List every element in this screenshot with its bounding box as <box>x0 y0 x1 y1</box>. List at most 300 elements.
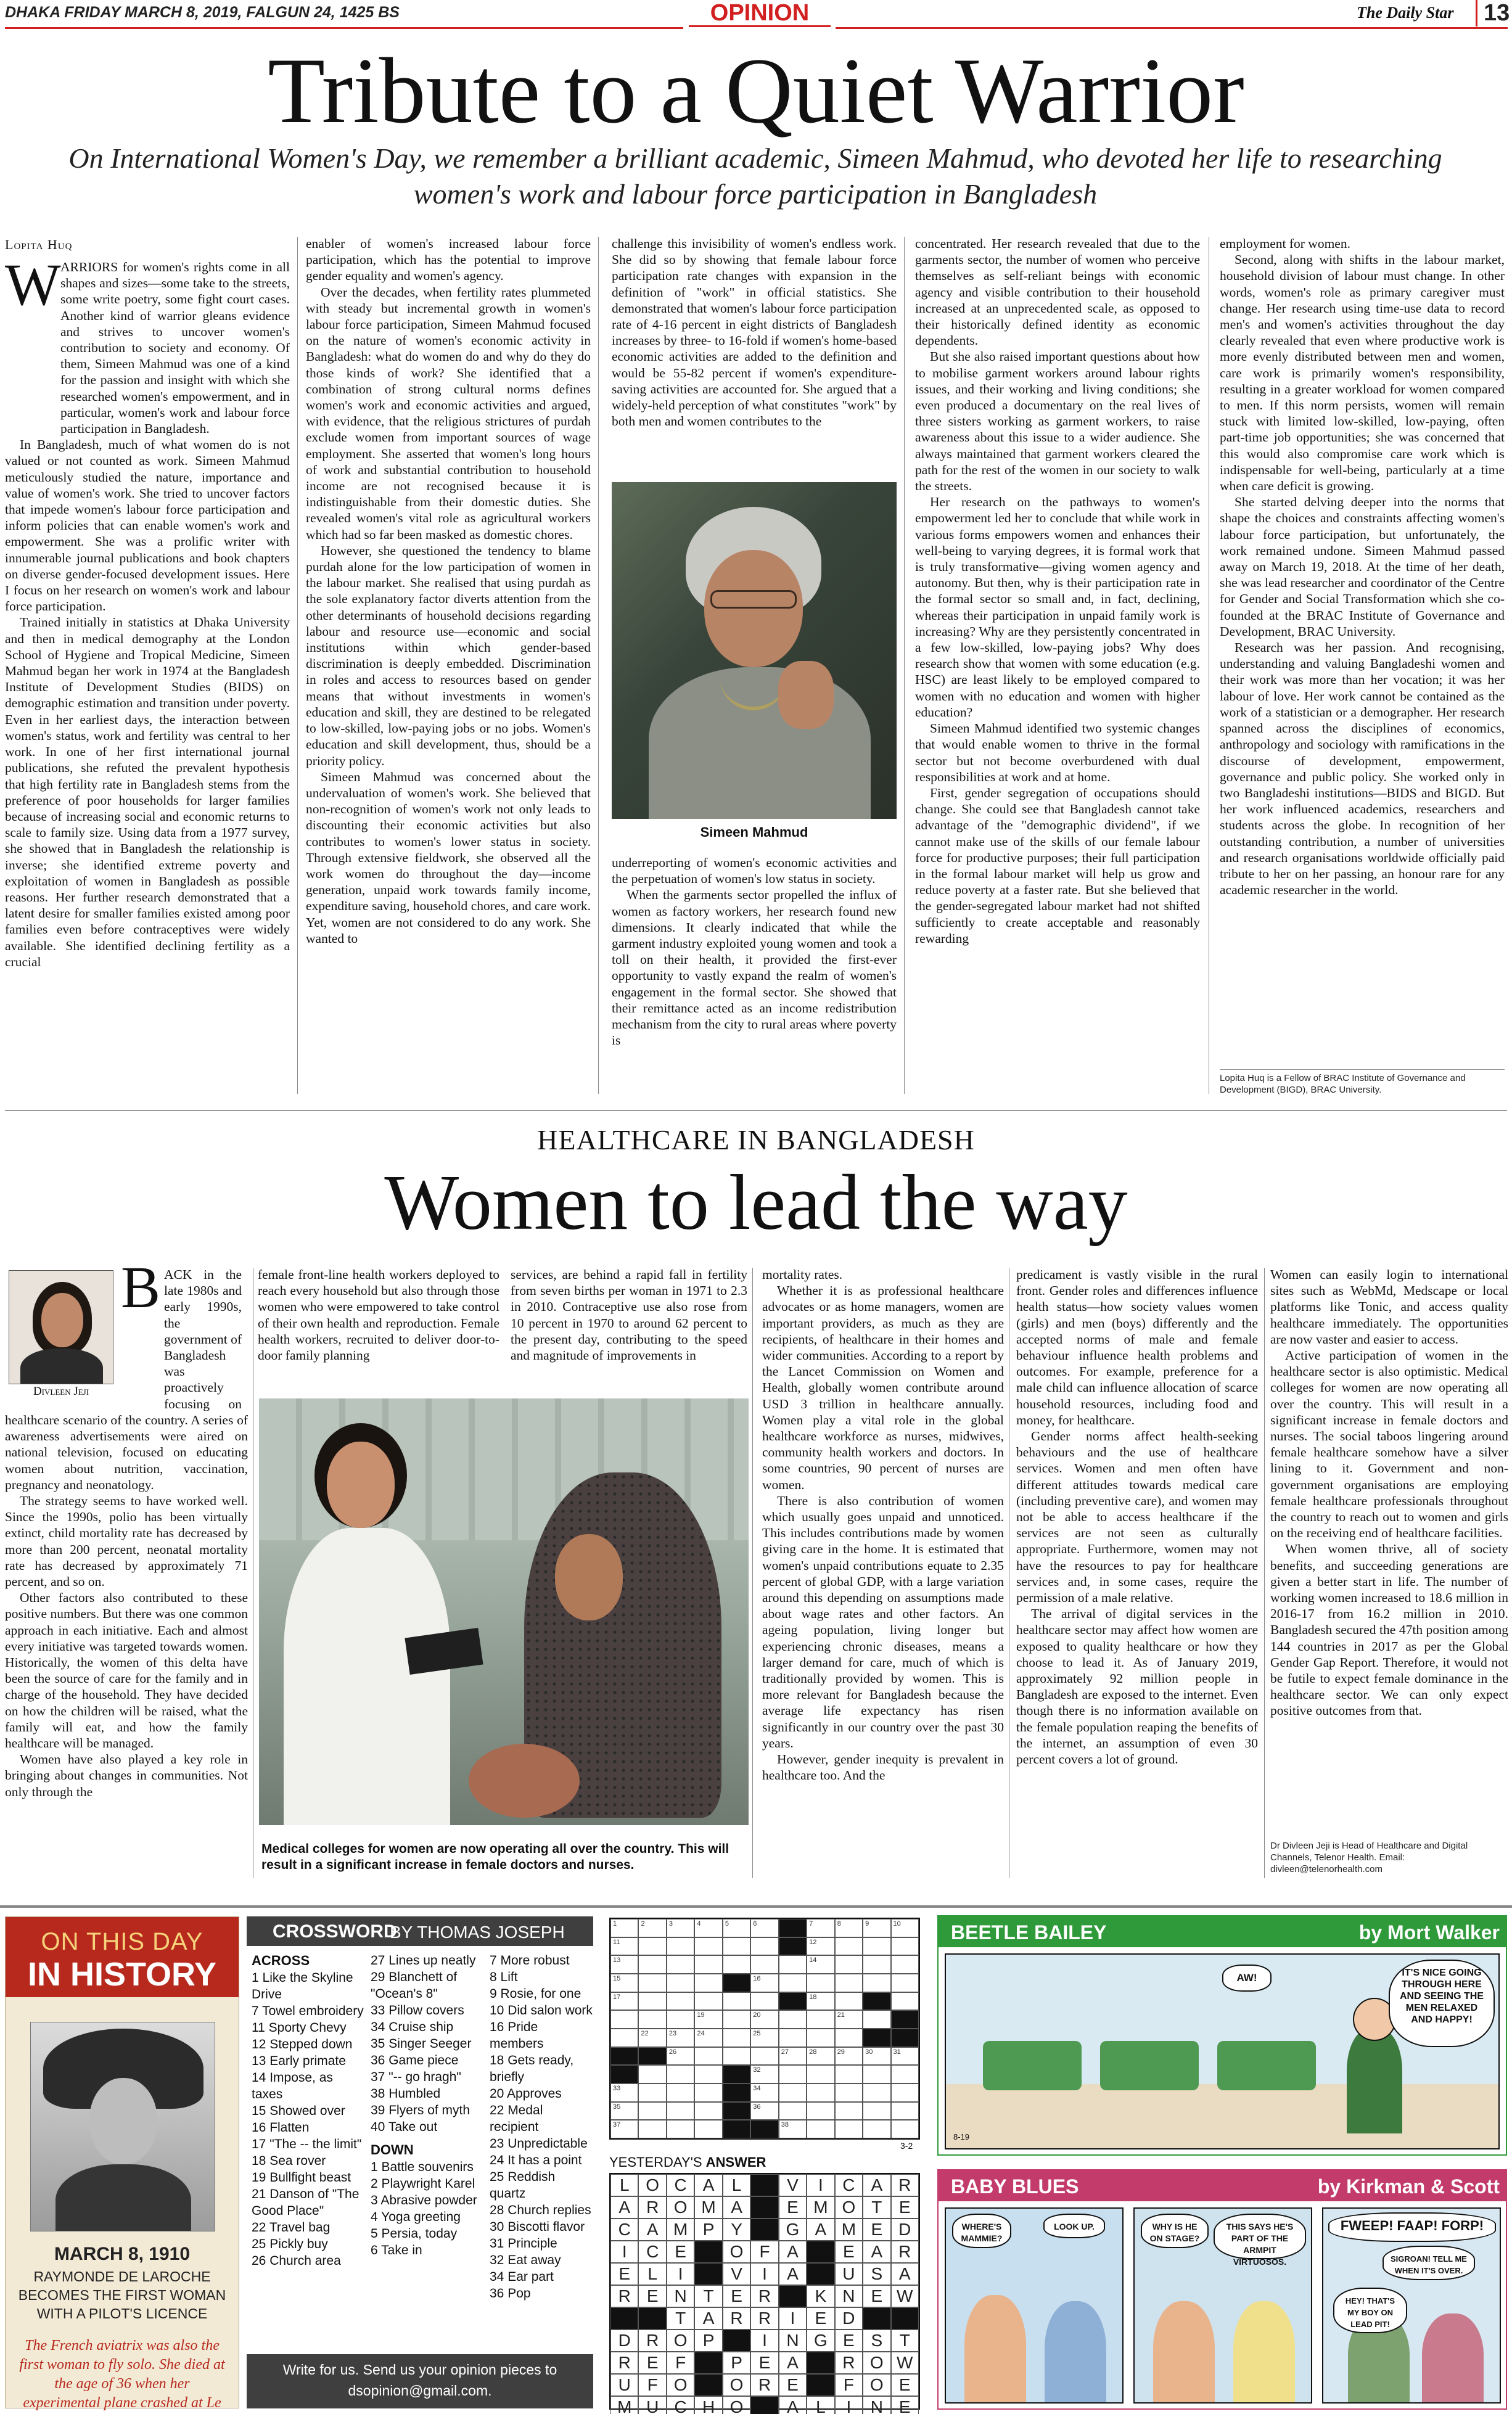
article2-col1-p4: Women have also played a key role in bringing about changes in communities. Not only through the <box>5 1752 248 1799</box>
clue-list-col1 <box>252 1969 366 2269</box>
clue-item: 32 Eat away <box>490 2253 561 2267</box>
masthead-rule-right <box>836 27 1508 29</box>
clue-item: 23 Unpredictable <box>490 2137 588 2151</box>
answer-cell: D <box>835 2307 863 2330</box>
answer-cell: F <box>750 2241 778 2263</box>
answer-cell: A <box>694 2174 722 2196</box>
crossword-cell <box>779 1937 807 1956</box>
answer-cell <box>750 2396 778 2414</box>
answer-cell: R <box>750 2307 778 2330</box>
article2-col5-p3: The arrival of digital services in the healthcare sector may affect how women are exposed to quality healthcare or how they choose to lead it. As of January 2019, approximately 92 million people in Bangladesh are exposed to the internet. Even though there is no information available on the female population reaping the benefits of the internet, an assumption of even 30 percent covers a lot of ground. <box>1016 1606 1258 1767</box>
article2-col2-p1: female front-line health workers deployed to reach every household but also through those women who were empowered to take control of their own health and reproduction. Female health workers, recruited to deliver door-to-door family planning <box>258 1267 499 1363</box>
crossword-cell[interactable] <box>863 2120 890 2138</box>
clue-item: 27 Lines up neatly <box>371 1953 476 1968</box>
answer-cell <box>638 2307 666 2330</box>
crossword-cell[interactable]: 23 <box>667 2029 694 2047</box>
history-date: MARCH 8, 1910 <box>54 2244 191 2264</box>
article1-col5 <box>1220 236 1505 1056</box>
clue-item: 4 Yoga greeting <box>371 2210 461 2224</box>
answer-cell <box>694 2352 722 2374</box>
crossword-cell[interactable] <box>835 1974 863 1992</box>
crossword-cell <box>723 2084 750 2102</box>
baby-blues-strip <box>937 2169 1507 2410</box>
crossword-cell[interactable] <box>835 2065 863 2084</box>
article1-col1-p3: Trained initially in statistics at Dhaka University and then in medical demography at the London School of Hygiene and Tropical Medicine, Simeen Mahmud began her work in 1974 at the Bangladesh Institute of Development Studies (BIDS) on demographic estimation and transition under poverty. Even in her earliest days, the interaction between women's status, work and fertility was central to her work. In one of her first international journal publications, she refuted the prevalent hypothesis that high fertility rate in Bangladesh stems from the preference of poor households for larger families because of increasing social and economic returns to scale to family size. Using data from a 1977 survey, she showed that in Bangladesh the relationship is inverse; she identified extreme poverty and exploitation of women in Bangladesh as possible reasons. Her further research demonstrated that a latent desire for smaller families existed among poor families even before contraceptives were widely available. She identified declining fertility as a crucial <box>5 615 290 969</box>
article2-kicker: HEALTHCARE IN BANGLADESH <box>537 1124 975 1156</box>
answer-cell: F <box>667 2352 694 2374</box>
answer-cell <box>750 2219 778 2241</box>
clue-item: 25 Reddish quartz <box>490 2170 556 2201</box>
yesterday-answer-label <box>609 2154 766 2170</box>
crossword-cell[interactable] <box>667 2084 694 2102</box>
crossword-cell[interactable] <box>723 2010 750 2029</box>
crossword-cell[interactable]: 34 <box>750 2084 778 2102</box>
crossword-cell[interactable] <box>835 2120 863 2138</box>
page-number: 13 <box>1476 0 1510 27</box>
crossword-cell[interactable]: 1 <box>610 1919 638 1937</box>
article1-col1-p2: In Bangladesh, much of what women do is not valued or not counted as work. Simeen Mahmud meticulously studied the nature, importance and value of women's work. She tried to uncover factors that impede women's labour force participation and inform policies that can enable women's work and empowerment. She was a prolific writer with innumerable journal publications and book chapters on diverse gender-focused development issues. Here I focus on her research on women's work and labour force participation. <box>5 437 290 614</box>
crossword-cell[interactable] <box>638 1992 666 2011</box>
article1-subhead: On International Women's Day, we remember a brilliant academic, Simeen Mahmud, who devoted her life to researching women's work and labour force participation in Bangladesh <box>68 142 1442 210</box>
crossword-cell[interactable]: 29 <box>835 2047 863 2066</box>
clue-item: 7 More robust <box>490 1953 570 1968</box>
article1-col1 <box>5 259 290 1098</box>
answer-cell: C <box>667 2174 694 2196</box>
paper-name: The Daily Star <box>1357 4 1454 22</box>
hospital-photo <box>259 1398 749 1825</box>
crossword-cell[interactable] <box>779 2065 807 2084</box>
crossword-cell[interactable] <box>891 1974 919 1992</box>
answer-cell: I <box>667 2263 694 2285</box>
crossword-cell[interactable] <box>694 1937 722 1956</box>
crossword-cell[interactable] <box>694 2102 722 2120</box>
answer-cell: R <box>610 2285 638 2307</box>
crossword-cell[interactable] <box>610 2010 638 2029</box>
crossword-cell[interactable] <box>835 1937 863 1956</box>
clue-item: 29 Blanchett of "Ocean's 8" <box>371 1970 458 2001</box>
crossword-cell[interactable]: 4 <box>694 1919 722 1937</box>
babyblues-b4: THIS SAYS HE'S PART OF THE ARMPIT VIRTUOSOS. <box>1214 2214 1306 2259</box>
crossword-cell[interactable]: 27 <box>779 2047 807 2066</box>
answer-cell: R <box>891 2174 919 2196</box>
clue-item: 31 Principle <box>490 2236 557 2251</box>
crossword-cell[interactable]: 28 <box>807 2047 834 2066</box>
crossword-cell[interactable] <box>891 1955 919 1974</box>
clue-item: 5 Persia, today <box>371 2227 458 2241</box>
article1-col2-p1: enabler of women's increased labour force participation, which has the potential to improve gender equality and women's agency. <box>306 236 591 284</box>
crossword-cell[interactable] <box>694 2120 722 2138</box>
answer-cell: I <box>807 2174 834 2196</box>
crossword-cell[interactable]: 9 <box>863 1919 890 1937</box>
clue-item: 3 Abrasive powder <box>371 2193 477 2207</box>
answer-cell <box>779 2285 807 2307</box>
answer-cell: O <box>723 2374 750 2396</box>
crossword-cell[interactable] <box>779 2010 807 2029</box>
crossword-cell[interactable] <box>638 2120 666 2138</box>
clue-item: 20 Approves <box>490 2087 562 2101</box>
article2-col4-p3: There is also contribution of women which usually goes unpaid and unnoticed. This includes contributions made by women giving care in the home. It is estimated that women's unpaid contributions equate to 2.35 percent of global GDP, with a large variation around this depending on assumptions made about wage rates and other factors. An ageing population, living longer but experiencing chronic diseases, means a larger demand for care, much of which is traditionally provided by women. This is more relevant for Bangladesh because the average life expectancy has risen significantly in our country over the past 30 years. <box>762 1493 1004 1751</box>
down-label: DOWN <box>371 2142 414 2157</box>
answer-cell: D <box>610 2330 638 2352</box>
crossword-cell[interactable] <box>638 1937 666 1956</box>
crossword-cell[interactable] <box>835 2029 863 2047</box>
answer-cell: M <box>835 2219 863 2241</box>
article2-col6-p3: When women thrive, all of society benefits, and succeeding generations are given a better start in life. The number of working women increased to 18.6 million in 2016-17 from 16.2 million in 2010. Bangladesh secured the 47th position among 144 countries in 2017 as per the Global Gender Gap Report. Therefore, it would not be futile to expect female dominance in the healthcare sector. We can only expect positive outcomes from that. <box>1270 1542 1508 1718</box>
answer-cell <box>694 2241 722 2263</box>
article1-col4 <box>915 236 1200 1096</box>
crossword-cell[interactable] <box>779 2102 807 2120</box>
crossword-cell[interactable] <box>667 2102 694 2120</box>
answer-cell <box>807 2241 834 2263</box>
babyblues-b5: FWEEP! FAAP! FORP! <box>1328 2212 1496 2242</box>
crossword-cell <box>779 1992 807 2011</box>
crossword-cell[interactable] <box>891 2102 919 2120</box>
crossword-cell[interactable]: 19 <box>694 2010 722 2029</box>
article2-byline: Divleen Jeji <box>33 1385 89 1398</box>
crossword-cell[interactable] <box>694 1992 722 2011</box>
answer-cell: L <box>610 2174 638 2196</box>
article2-headline: Women to lead the way <box>384 1159 1128 1246</box>
answer-cell: E <box>891 2374 919 2396</box>
answer-cell: A <box>779 2241 807 2263</box>
crossword-cell[interactable] <box>779 1955 807 1974</box>
clue-item: 13 Early primate <box>252 2054 346 2068</box>
answer-cell: I <box>750 2263 778 2285</box>
clue-item: 8 Lift <box>490 1970 518 1984</box>
answer-cell: N <box>779 2330 807 2352</box>
clue-item: 9 Rosie, for one <box>490 1987 581 2001</box>
crossword-cell[interactable] <box>694 2065 722 2084</box>
crossword-cell[interactable]: 32 <box>750 2065 778 2084</box>
crossword-cell[interactable] <box>807 1974 834 1992</box>
crossword-cell <box>723 2120 750 2138</box>
crossword-cell[interactable]: 31 <box>891 2047 919 2066</box>
crossword-cell[interactable]: 33 <box>610 2084 638 2102</box>
answer-cell: C <box>610 2219 638 2241</box>
crossword-cell[interactable] <box>807 2102 834 2120</box>
answer-cell <box>863 2307 890 2330</box>
crossword-cell <box>723 2065 750 2084</box>
crossword-cell[interactable] <box>863 2065 890 2084</box>
crossword-cell[interactable] <box>723 2047 750 2066</box>
yesterday-answer-grid <box>609 2173 920 2414</box>
crossword-cell[interactable] <box>667 2065 694 2084</box>
patient-face <box>555 1534 623 1620</box>
crossword-cell[interactable]: 2 <box>638 1919 666 1937</box>
crossword-cell[interactable]: 3 <box>667 1919 694 1937</box>
crossword-cell[interactable]: 13 <box>610 1955 638 1974</box>
clue-list-col2 <box>371 1952 485 2135</box>
crossword-cell <box>863 1992 890 2011</box>
article2-col3-p1: services, are behind a rapid fall in fertility from seven births per woman in 1971 to 2.3 in 2010. Contraceptive use also rose from 10 percent in 1970 to around 62 percent to the present day, contributing to the speed and magnitude of improvements in <box>511 1267 747 1363</box>
article1-col5-p4: Research was her passion. And recognising, understanding and valuing Bangladeshi women and their work was more than her vocation; it was her labour of love. Her work cannot be contained as the work of a statistician or a demographer. Her research spanned across the disciplines of economics, anthropology and sociology with ramifications in the discourse of development, empowerment, governance and public policy. She worked only in two Bangladeshi institutions—BIDS and BIGD. But her work influenced academics, researchers and students across the globe. In recognition of her outstanding contribution, a number of universities and research organisations worldwide officially paid tribute to her on her passing, an honour rare for any academic researcher in the world. <box>1220 640 1505 898</box>
crossword-cell[interactable]: 12 <box>807 1937 834 1956</box>
crossword-cell[interactable] <box>891 1937 919 1956</box>
crossword-cell <box>723 1974 750 1992</box>
babyblues-b6: SIGROAN! TELL ME WHEN IT'S OVER. <box>1383 2246 1475 2280</box>
article2-col3 <box>511 1267 747 1396</box>
crossword-cell[interactable]: 18 <box>807 1992 834 2011</box>
crossword-cell[interactable]: 38 <box>779 2120 807 2138</box>
answer-cell: M <box>807 2196 834 2219</box>
crossword-cell[interactable] <box>638 1955 666 1974</box>
crossword-cell[interactable] <box>835 1955 863 1974</box>
crossword-cell <box>891 2029 919 2047</box>
answer-cell <box>750 2196 778 2219</box>
clue-item: 18 Sea rover <box>252 2154 326 2168</box>
answer-cell: U <box>610 2374 638 2396</box>
laroche-portrait <box>30 2022 215 2231</box>
answer-cell: E <box>638 2352 666 2374</box>
crossword-cell[interactable]: 15 <box>610 1974 638 1992</box>
crossword-cell[interactable] <box>807 2084 834 2102</box>
crossword-cell[interactable] <box>863 2102 890 2120</box>
crossword-cell[interactable] <box>807 2029 834 2047</box>
article1-headline: Tribute to a Quiet Warrior <box>268 39 1244 142</box>
crossword-cell[interactable] <box>835 2084 863 2102</box>
article2-col1-p2: The strategy seems to have worked well. Since the 1990s, polio has been virtually extinct, child mortality rate has decreased by more than 200 percent, neonatal mortality rate has decreased by approximately 71 percent, and so on. <box>5 1493 248 1590</box>
answer-cell: R <box>750 2285 778 2307</box>
beetle-bailey-strip <box>937 1915 1507 2156</box>
crossword-cell[interactable] <box>750 1992 778 2011</box>
crossword-cell[interactable] <box>750 1937 778 1956</box>
answer-cell: O <box>638 2174 666 2196</box>
crossword-cell[interactable]: 35 <box>610 2102 638 2120</box>
crossword-cell[interactable] <box>891 2120 919 2138</box>
babyblues-b2: LOOK UP. <box>1043 2214 1105 2238</box>
crossword-cell <box>891 2010 919 2029</box>
article1-photo-caption: Simeen Mahmud <box>700 824 808 840</box>
crossword-cell[interactable] <box>863 1955 890 1974</box>
article1-col3b <box>612 855 897 1098</box>
article1-col2 <box>306 236 591 1096</box>
crossword-cell[interactable] <box>638 2065 666 2084</box>
answer-cell: O <box>667 2196 694 2219</box>
answer-cell: I <box>835 2396 863 2414</box>
answer-cell: T <box>694 2285 722 2307</box>
answer-cell: G <box>807 2330 834 2352</box>
crossword-cell[interactable]: 17 <box>610 1992 638 2011</box>
article2-col1-top-text: ACK in the late 1980s and early 1990s, the government of Bangladesh was proactively focusing on <box>164 1267 242 1411</box>
crossword-cell[interactable]: 24 <box>694 2029 722 2047</box>
article2-col4-p2: Whether it is as professional healthcare advocates or as home managers, women are important providers, as much as they are recipients, of healthcare in their homes and wider communities. According to a report by the Lancet Commission on Women and Health, globally women contribute around USD 3 trillion in healthcare annually. Women play a vital role in the global healthcare workforce as nurses, midwives, community health workers and doctors. In some countries, 90 percent of nurses are women. <box>762 1283 1004 1492</box>
history-body: The French aviatrix was also the first woman to fly solo. She died at the age of 36 when her experimental plane crashed at Le <box>19 2338 225 2411</box>
crossword-cell[interactable]: 30 <box>863 2047 890 2066</box>
answer-cell: M <box>694 2196 722 2219</box>
history-label-top: ON THIS DAY <box>41 1928 203 1955</box>
crossword-cell[interactable] <box>750 2047 778 2066</box>
crossword-cell[interactable]: 7 <box>807 1919 834 1937</box>
answer-cell: C <box>667 2396 694 2414</box>
answer-cell: P <box>723 2352 750 2374</box>
answer-cell: A <box>863 2174 890 2196</box>
answer-cell: P <box>694 2219 722 2241</box>
crossword-cell[interactable]: 14 <box>807 1955 834 1974</box>
crossword-cell[interactable] <box>667 1992 694 2011</box>
clue-item: 25 Pickly buy <box>252 2237 328 2251</box>
answer-cell: A <box>723 2196 750 2219</box>
crossword-cell[interactable]: 21 <box>835 2010 863 2029</box>
answer-cell: H <box>694 2396 722 2414</box>
article2-col6 <box>1270 1267 1508 1834</box>
crossword-cell[interactable] <box>807 2065 834 2084</box>
crossword-cell[interactable] <box>891 1992 919 2011</box>
clue-item: 2 Playwright Karel <box>371 2177 475 2191</box>
crossword-cell <box>610 2065 638 2084</box>
clue-item: 11 Sporty Chevy <box>252 2021 347 2035</box>
answer-cell: I <box>779 2307 807 2330</box>
dateline: DHAKA FRIDAY MARCH 8, 2019, FALGUN 24, 1425 BS <box>5 4 400 21</box>
crossword-cell[interactable] <box>723 1937 750 1956</box>
section-label: OPINION <box>689 0 831 27</box>
crossword-cell[interactable] <box>863 1974 890 1992</box>
answer-cell: L <box>723 2174 750 2196</box>
clue-item: 35 Singer Seeger <box>371 2037 472 2051</box>
article1-col4-p3: Her research on the pathways to women's empowerment led her to conclude that while work in various forms empowers women and enhances their well-being to varying degrees, it is formal work that is truly transformative—giving women agency and autonomy. But then, why is their participation rate in the formal sector so small and, in fact, declining, whereas their participation in unpaid family work is increasing? Why are they persistently concentrated in a few low-skilled, low-paying jobs? Why does research show that women with some education (e.g. HSC) are least likely to be employed compared to women with no education and women with higher education? <box>915 495 1200 720</box>
beetle-balloon2: IT'S NICE GOING THROUGH HERE AND SEEING THE MEN RELAXED AND HAPPY! <box>1389 1960 1495 2047</box>
crossword-cell[interactable]: 20 <box>750 2010 778 2029</box>
crossword-cell[interactable] <box>863 1937 890 1956</box>
clue-item: 1 Battle souvenirs <box>371 2160 474 2174</box>
crossword-cell[interactable] <box>891 2065 919 2084</box>
answer-cell: O <box>863 2374 890 2396</box>
crossword-cell[interactable] <box>723 1955 750 1974</box>
clue-item: 37 "-- go hragh" <box>371 2070 461 2084</box>
crossword-cell[interactable] <box>694 2084 722 2102</box>
answer-cell: E <box>638 2285 666 2307</box>
answer-cell: D <box>891 2219 919 2241</box>
article2-col1 <box>5 1412 248 1881</box>
answer-cell: T <box>863 2196 890 2219</box>
crossword-cell[interactable] <box>638 2010 666 2029</box>
crossword-cell <box>863 2029 890 2047</box>
answer-cell: U <box>835 2263 863 2285</box>
babyblues-b3: WHY IS HE ON STAGE? <box>1141 2214 1209 2248</box>
clue-item: 21 Danson of "The Good Place" <box>252 2187 360 2218</box>
article2-col6-p2: Active participation of women in the healthcare sector is also optimistic. Medical colleges for women are now operating all over the country. This will result in a significant increase in female doctors and nurses. The social taboos lingering around female healthcare somehow have a silver lining to it. Government and non-government organisations are employing female healthcare professionals throughout the country to reach out to women and girls on the receiving end of healthcare facilities. <box>1270 1348 1508 1541</box>
answer-cell: E <box>891 2396 919 2414</box>
crossword-cell[interactable] <box>638 2084 666 2102</box>
crossword-cell[interactable] <box>667 1974 694 1992</box>
answer-cell: O <box>667 2330 694 2352</box>
crossword-cell[interactable] <box>638 2102 666 2120</box>
article2-col1-top <box>121 1267 242 1411</box>
history-label-bottom: IN HISTORY <box>27 1956 217 1993</box>
crossword-cell[interactable] <box>779 1974 807 1992</box>
crossword-cell[interactable]: 11 <box>610 1937 638 1956</box>
crossword-cell <box>750 2120 778 2138</box>
beetle-date: 8-19 <box>953 2132 970 2141</box>
doctor-coat <box>284 1528 450 1825</box>
across-label: ACROSS <box>252 1953 310 1968</box>
simeen-mahmud-photo <box>612 482 897 819</box>
crossword-cell[interactable] <box>750 1955 778 1974</box>
crossword-cell[interactable] <box>779 2029 807 2047</box>
answer-cell: N <box>667 2285 694 2307</box>
crossword-cell[interactable] <box>807 2120 834 2138</box>
history-headline: RAYMONDE DE LAROCHE BECOMES THE FIRST WOMAN WITH A PILOT'S LICENCE <box>18 2268 226 2322</box>
crossword-cell[interactable] <box>694 2047 722 2066</box>
answer-cell: E <box>863 2285 890 2307</box>
clue-item: 40 Take out <box>371 2120 438 2134</box>
article1-col4-p1: concentrated. Her research revealed that due to the garments sector, the number of women who perceive themselves as self-reliant beings with economic agency and visible contribution to their household increased at an unprecedented scale, as opposed to their historically defined identity as economic dependents. <box>915 236 1200 348</box>
answer-cell: F <box>638 2374 666 2396</box>
answer-cell <box>807 2352 834 2374</box>
crossword-cell[interactable]: 36 <box>750 2102 778 2120</box>
crossword-cell[interactable] <box>807 2010 834 2029</box>
clue-list-col3 <box>490 1952 594 2302</box>
article1-col3b-p1: underreporting of women's economic activities and the perpetuation of women's low status in society. <box>612 855 897 887</box>
clue-item: 38 Humbled <box>371 2087 441 2101</box>
beetle-title: BEETLE BAILEY <box>951 1921 1107 1944</box>
clue-item: 16 Flatten <box>252 2120 310 2135</box>
crossword-cell[interactable] <box>667 1937 694 1956</box>
crossword-cell[interactable]: 6 <box>750 1919 778 1937</box>
article1-byline: Lopita Huq <box>5 237 73 252</box>
clue-item: 16 Pride members <box>490 2020 544 2051</box>
crossword-cell[interactable]: 25 <box>750 2029 778 2047</box>
photo-face <box>704 550 803 667</box>
crossword-cell[interactable]: 37 <box>610 2120 638 2138</box>
answer-cell: A <box>779 2263 807 2285</box>
crossword-cell[interactable] <box>667 1955 694 1974</box>
clue-item: 15 Showed over <box>252 2104 345 2118</box>
clue-item: 33 Pillow covers <box>371 2003 464 2018</box>
answer-cell: C <box>835 2174 863 2196</box>
crossword-cell[interactable]: 22 <box>638 2029 666 2047</box>
article1-col1-p1: ARRIORS for women's rights come in all shapes and sizes—some take to the streets, some write poetry, some fight court cases. Another kind of warrior gleans evidence and strives to uncover women's contribution to society and economy. Of them, Simeen Mahmud was one of a kind for the passion and insight with which she researched women's empowerment, and in particular, women's work and labour force participation in Bangladesh. <box>60 260 290 437</box>
answer-cell: O <box>667 2374 694 2396</box>
crossword-cell[interactable] <box>723 2029 750 2047</box>
answer-cell: M <box>610 2396 638 2414</box>
crossword-cell[interactable]: 26 <box>667 2047 694 2066</box>
crossword-cell[interactable]: 10 <box>891 1919 919 1937</box>
crossword-cell[interactable] <box>891 2084 919 2102</box>
crossword-cell[interactable]: 16 <box>750 1974 778 1992</box>
crossword-cell[interactable] <box>667 2010 694 2029</box>
crossword-cell[interactable] <box>610 2029 638 2047</box>
crossword-by: BY THOMAS JOSEPH <box>390 1923 565 1942</box>
answer-cell: T <box>667 2307 694 2330</box>
answer-cell: R <box>638 2330 666 2352</box>
crossword-cell[interactable] <box>694 1955 722 1974</box>
crossword-cell[interactable] <box>779 2084 807 2102</box>
history-box <box>5 1916 239 2411</box>
divleen-jeji-photo <box>9 1270 113 1384</box>
answer-cell: M <box>667 2219 694 2241</box>
crossword-cell[interactable] <box>723 1992 750 2011</box>
crossword-cell[interactable] <box>667 2120 694 2138</box>
crossword-cell[interactable] <box>863 2010 890 2029</box>
crossword-cell[interactable] <box>835 1992 863 2011</box>
crossword-cell[interactable] <box>694 1974 722 1992</box>
crossword-header <box>247 1916 593 1946</box>
crossword-title: CROSSWORD <box>273 1921 397 1942</box>
crossword-cell[interactable] <box>638 1974 666 1992</box>
crossword-grid[interactable] <box>609 1918 920 2140</box>
clue-item: 30 Biscotti flavor <box>490 2220 585 2234</box>
answer-cell <box>750 2174 778 2196</box>
clue-item: 12 Stepped down <box>252 2037 353 2051</box>
answer-cell: R <box>723 2307 750 2330</box>
answer-cell: V <box>723 2263 750 2285</box>
crossword-cell[interactable] <box>863 2084 890 2102</box>
crossword-cell[interactable]: 5 <box>723 1919 750 1937</box>
crossword-cell[interactable]: 8 <box>835 1919 863 1937</box>
article1-col2-p2: Over the decades, when fertility rates plummeted with steady but incremental growth in women's labour force participation, Simeen Mahmud focused on the nature of women's economic activity in Bangladesh: what do women do and why do they do those kinds of work? She identified that a combination of strong cultural norms defines women's work and economic activities and argued, with evidence, that the religious strictures of purdah exclude women from important sources of wage employment. She asserted that women's long hours of work and substantial contribution to household income are not recognised because it is indistinguishable from their domestic duties. She revealed women's vital role as agricultural workers which had so far been masked as domestic chores. <box>306 284 591 542</box>
answer-cell: S <box>863 2330 890 2352</box>
crossword-cell[interactable] <box>835 2102 863 2120</box>
